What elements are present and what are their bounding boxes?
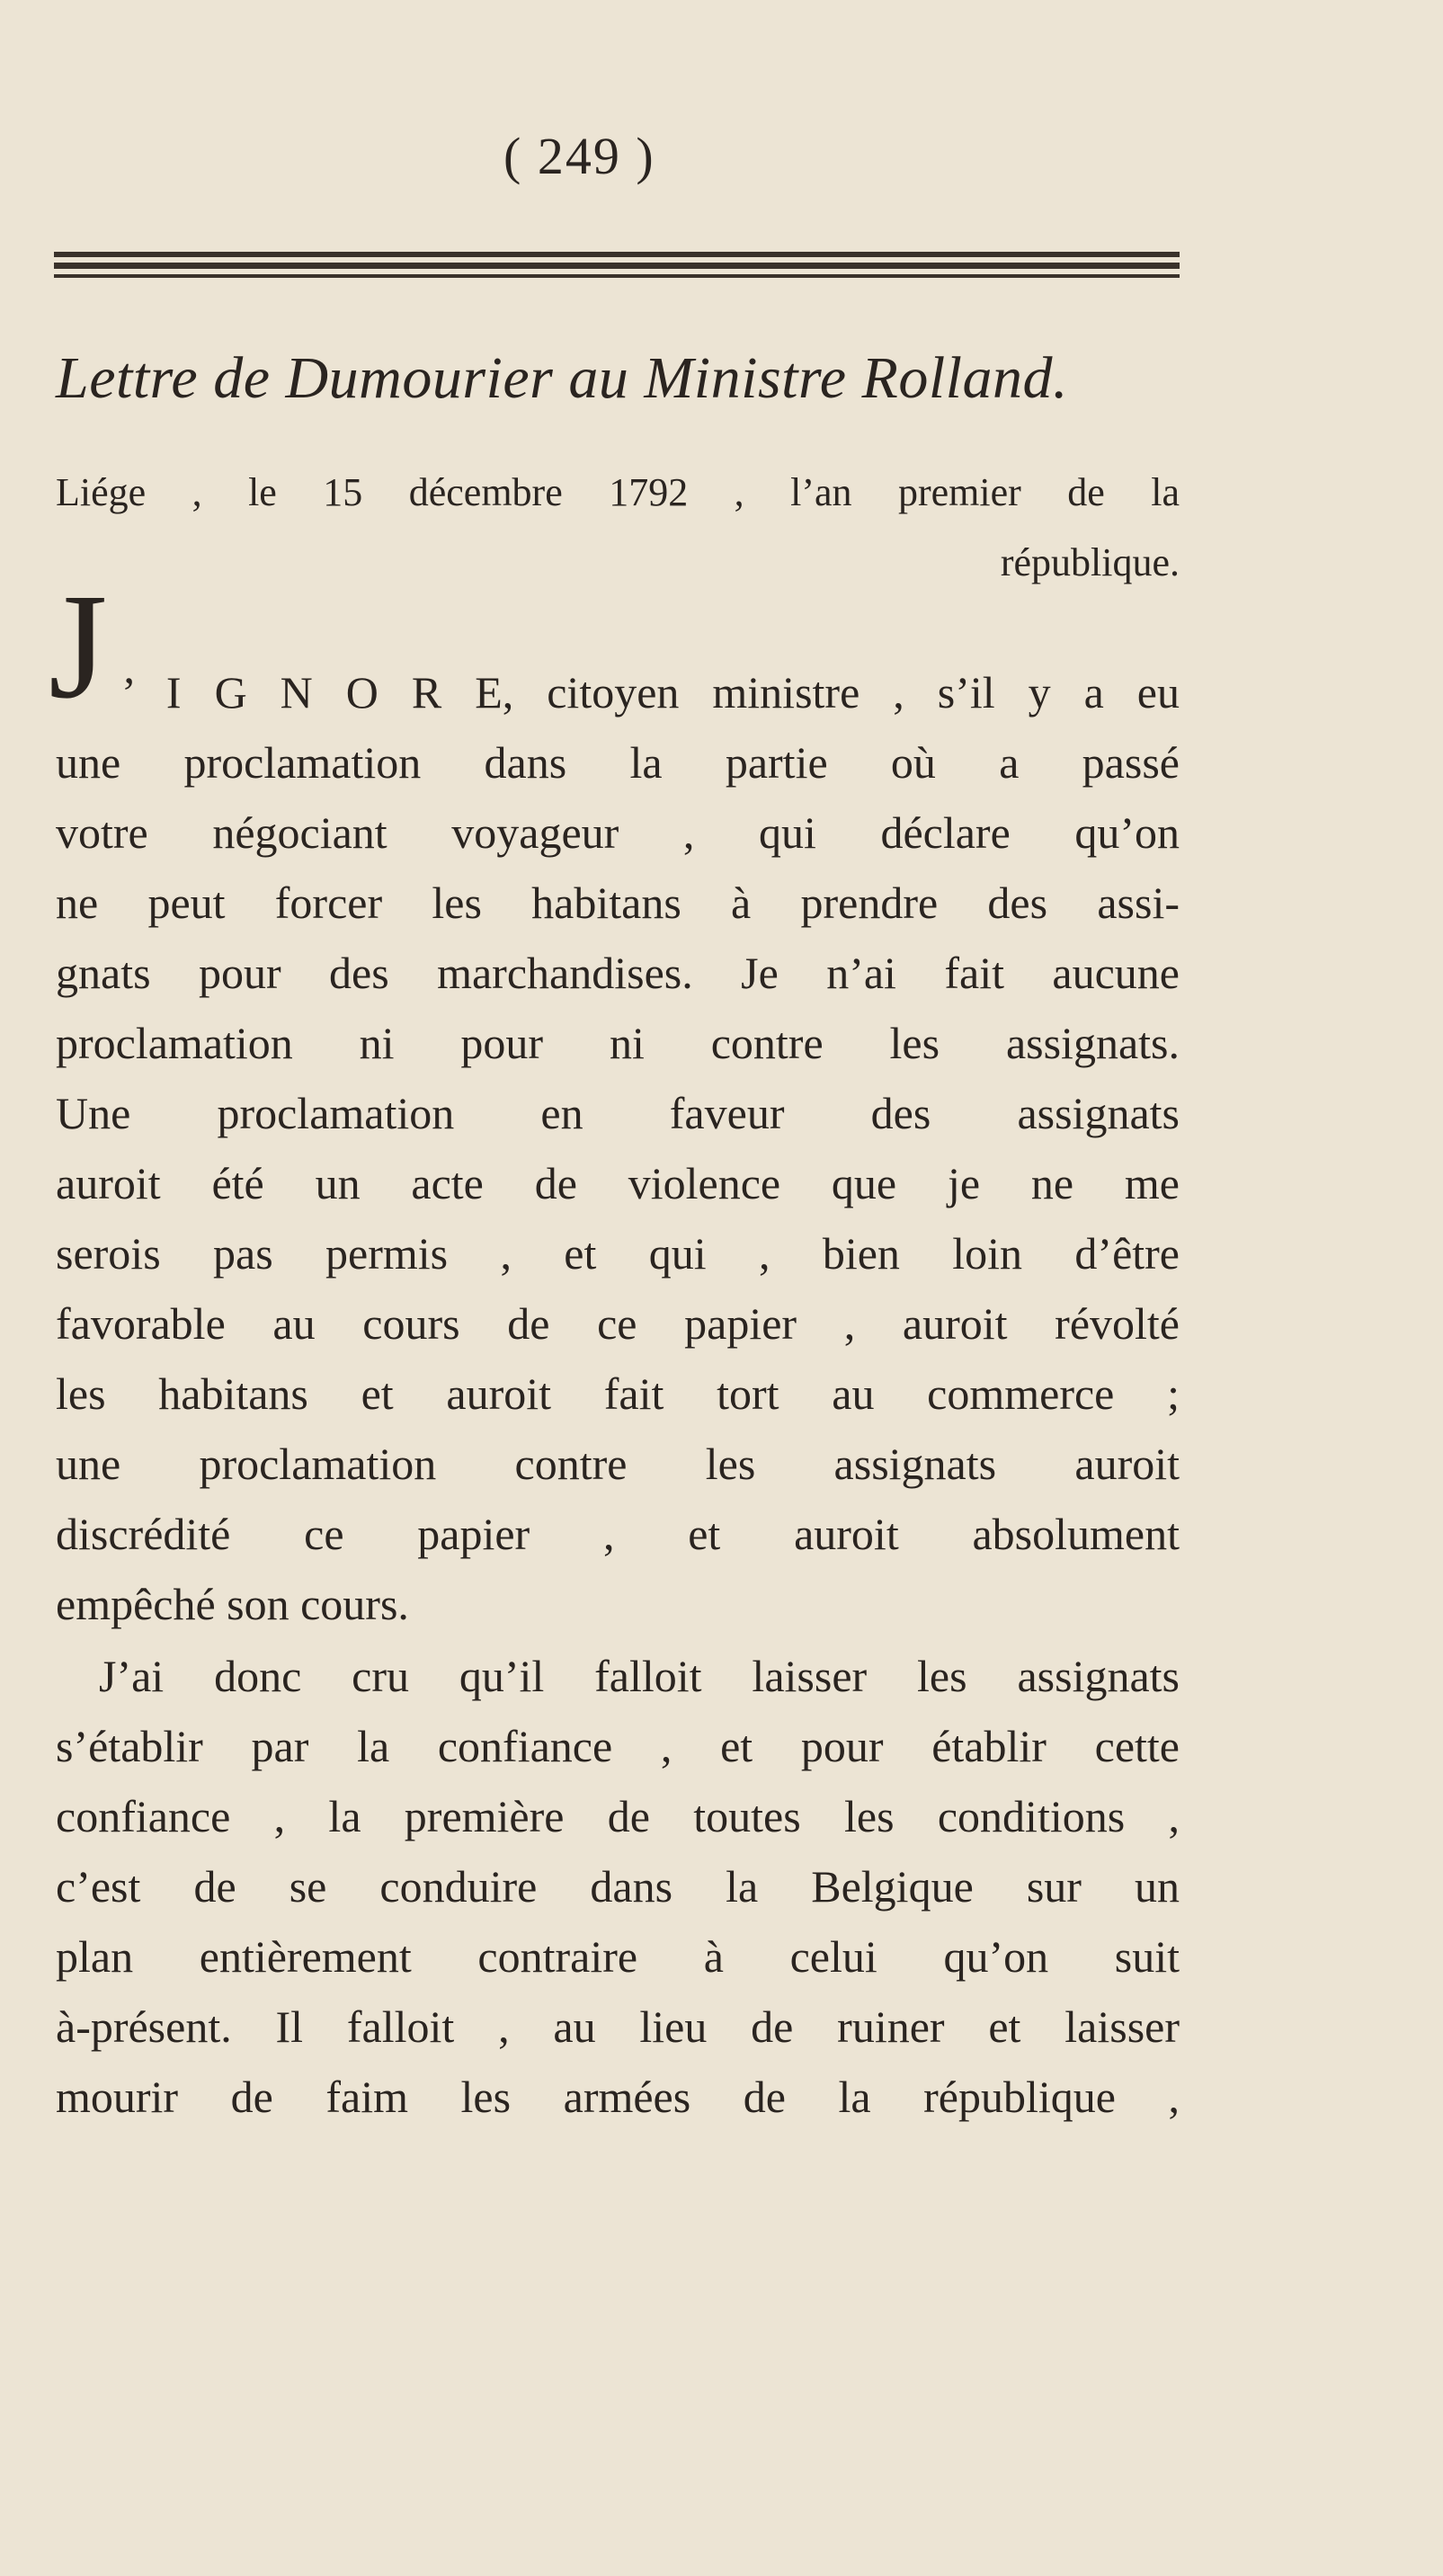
page-number: ( 249 ) [503,127,655,185]
letter-title: Lettre de Dumourier au Ministre Rolland. [56,345,1069,411]
paragraph-1-line: gnats pour des marchandises. Je n’ai fait aucune [56,948,1180,998]
paragraph-1-line: favorable au cours de ce papier , auroit révolté [56,1298,1180,1349]
paragraph-1-line: les habitans et auroit fait tort au commerce ; [56,1368,1180,1419]
paragraph-2-line: s’établir par la confiance , et pour établir cette [56,1721,1180,1771]
paragraph-2-line: confiance , la première de toutes les conditions , [56,1791,1180,1841]
paragraph-2-line: à-présent. Il falloit , au lieu de ruiner et laisser [56,2001,1180,2052]
paragraph-1-line: proclamation ni pour ni contre les assignats. [56,1018,1180,1068]
paragraph-2-line: plan entièrement contraire à celui qu’on suit [56,1931,1180,1982]
paragraph-2-line: mourir de faim les armées de la république , [56,2072,1180,2122]
header-rule-bottom [54,274,1180,278]
paragraph-1-line: ’ I G N O R E, citoyen ministre , s’il y a eu [121,667,1180,718]
paragraph-1-line: empêché son cours. [56,1579,409,1629]
paragraph-1-line: ne peut forcer les habitans à prendre des assi- [56,878,1180,928]
paragraph-1-line: serois pas permis , et qui , bien loin d’être [56,1228,1180,1279]
paragraph-1-line: discrédité ce papier , et auroit absolument [56,1509,1180,1559]
paragraph-1-line: votre négociant voyageur , qui déclare qu’on [56,807,1180,858]
paragraph-1-line: une proclamation contre les assignats auroit [56,1439,1180,1489]
paragraph-2-line: c’est de se conduire dans la Belgique sur un [56,1861,1180,1912]
drop-cap: J [49,563,108,730]
paragraph-1-line: Une proclamation en faveur des assignats [56,1088,1180,1138]
header-rule-middle [54,263,1180,269]
dateline-line-2: république. [1000,540,1180,584]
paragraph-2-line: J’ai donc cru qu’il falloit laisser les assignats [99,1651,1180,1701]
header-rule-top [54,252,1180,257]
paragraph-1-line: une proclamation dans la partie où a passé [56,737,1180,788]
paragraph-1-line: auroit été un acte de violence que je ne me [56,1158,1180,1208]
dateline-line-1: Liége , le 15 décembre 1792 , l’an premier de la [56,470,1180,514]
